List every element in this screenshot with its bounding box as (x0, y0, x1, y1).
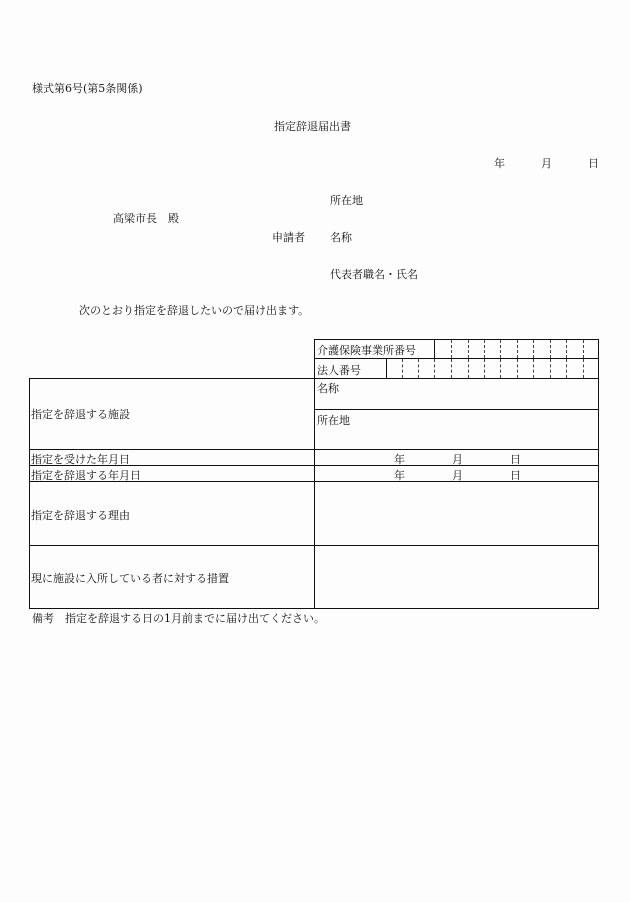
digit-separator (550, 359, 551, 378)
representative-label: 代表者職名・氏名 (330, 268, 418, 281)
form-number: 様式第6号(第5条関係) (32, 82, 143, 95)
facility-address-label: 所在地 (317, 414, 350, 427)
digit-separator (566, 340, 567, 358)
digit-separator (500, 340, 501, 358)
intro-text: 次のとおり指定を辞退したいので届け出ます。 (79, 304, 310, 317)
digit-separator (583, 340, 584, 358)
applicant-label: 申請者 (272, 231, 305, 244)
row-divider (29, 449, 599, 450)
digit-separator (451, 340, 452, 358)
digit-separator (533, 340, 534, 358)
measures-label: 現に施設に入所している者に対する措置 (31, 572, 229, 585)
designated-year: 年 (394, 453, 405, 466)
date-day: 日 (588, 157, 599, 170)
designated-day: 日 (510, 453, 521, 466)
withdrawal-year: 年 (394, 469, 405, 482)
date-month: 月 (541, 157, 552, 170)
digit-separator (468, 340, 469, 358)
digit-separator (484, 340, 485, 358)
main-column-divider (314, 378, 315, 609)
date-year: 年 (494, 157, 505, 170)
digit-separator (566, 359, 567, 378)
digit-separator (517, 340, 518, 358)
note-text: 備考 指定を辞退する日の1月前までに届け出てください。 (32, 612, 325, 625)
digit-separator (402, 359, 403, 378)
facility-label: 指定を辞退する施設 (31, 408, 130, 421)
digit-separator (418, 359, 419, 378)
digit-separator (434, 359, 435, 378)
withdrawal-day: 日 (510, 469, 521, 482)
number-row-divider (314, 358, 599, 359)
withdrawal-date-label: 指定を辞退する年月日 (31, 469, 141, 482)
applicant-name-label: 名称 (330, 231, 352, 244)
designated-date-label: 指定を受けた年月日 (31, 453, 130, 466)
care-no-divider (434, 339, 435, 359)
corporate-no-label: 法人番号 (317, 364, 361, 377)
row-divider (29, 545, 599, 546)
corp-no-divider (386, 358, 387, 379)
digit-separator (550, 340, 551, 358)
digit-separator (533, 359, 534, 378)
care-insurance-no-label: 介護保険事業所番号 (317, 344, 416, 357)
applicant-address-label: 所在地 (330, 194, 363, 207)
digit-separator (517, 359, 518, 378)
digit-separator (500, 359, 501, 378)
digit-separator (484, 359, 485, 378)
withdrawal-month: 月 (452, 469, 463, 482)
digit-separator (583, 359, 584, 378)
digit-separator (451, 359, 452, 378)
digit-separator (468, 359, 469, 378)
page-title: 指定辞退届出書 (274, 120, 351, 133)
reason-label: 指定を辞退する理由 (31, 509, 130, 522)
facility-name-divider (314, 409, 599, 410)
designated-month: 月 (452, 453, 463, 466)
addressee: 高梁市長 殿 (113, 212, 179, 225)
facility-name-label: 名称 (317, 382, 339, 395)
